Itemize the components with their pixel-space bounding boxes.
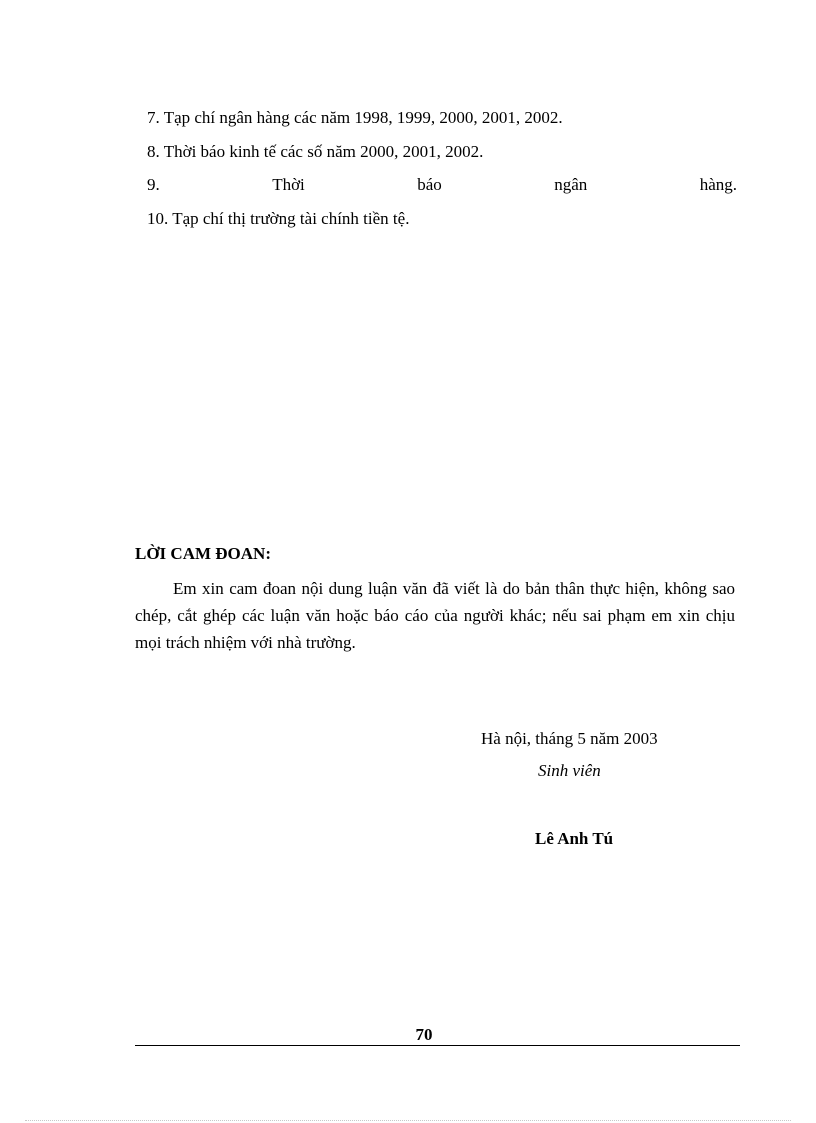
declaration-body: Em xin cam đoan nội dung luận văn đã viết là do bản thân thực hiện, không sao chép, cắt ghép các luận văn hoặc báo cáo của người khác; nếu sai phạm em xin chịu mọi trách nhiệm với nhà trường. xyxy=(135,579,735,652)
reference-item-9-word: 9. xyxy=(147,175,160,194)
reference-item-8: 8. Thời báo kinh tế các số năm 2000, 2001, 2002. xyxy=(147,142,484,161)
reference-item-9-word: báo xyxy=(417,175,442,194)
reference-item-10: 10. Tạp chí thị trường tài chính tiền tệ. xyxy=(147,209,410,228)
page-edge-divider xyxy=(25,1120,791,1121)
signature-name: Lê Anh Tú xyxy=(535,829,614,848)
declaration-heading: LỜI CAM ĐOAN: xyxy=(135,544,271,563)
reference-item-9 xyxy=(147,174,737,196)
reference-item-9-word: Thời xyxy=(272,175,305,194)
reference-item-9-word: hàng. xyxy=(699,175,737,194)
page-number: 70 xyxy=(415,1025,433,1044)
signature-place-date: Hà nội, tháng 5 năm 2003 xyxy=(481,729,658,748)
reference-item-9-word: ngân xyxy=(554,175,588,194)
footer-rule xyxy=(135,1045,740,1046)
reference-item-7: 7. Tạp chí ngân hàng các năm 1998, 1999, 2000, 2001, 2002. xyxy=(147,108,563,127)
signature-role: Sinh viên xyxy=(538,761,601,780)
